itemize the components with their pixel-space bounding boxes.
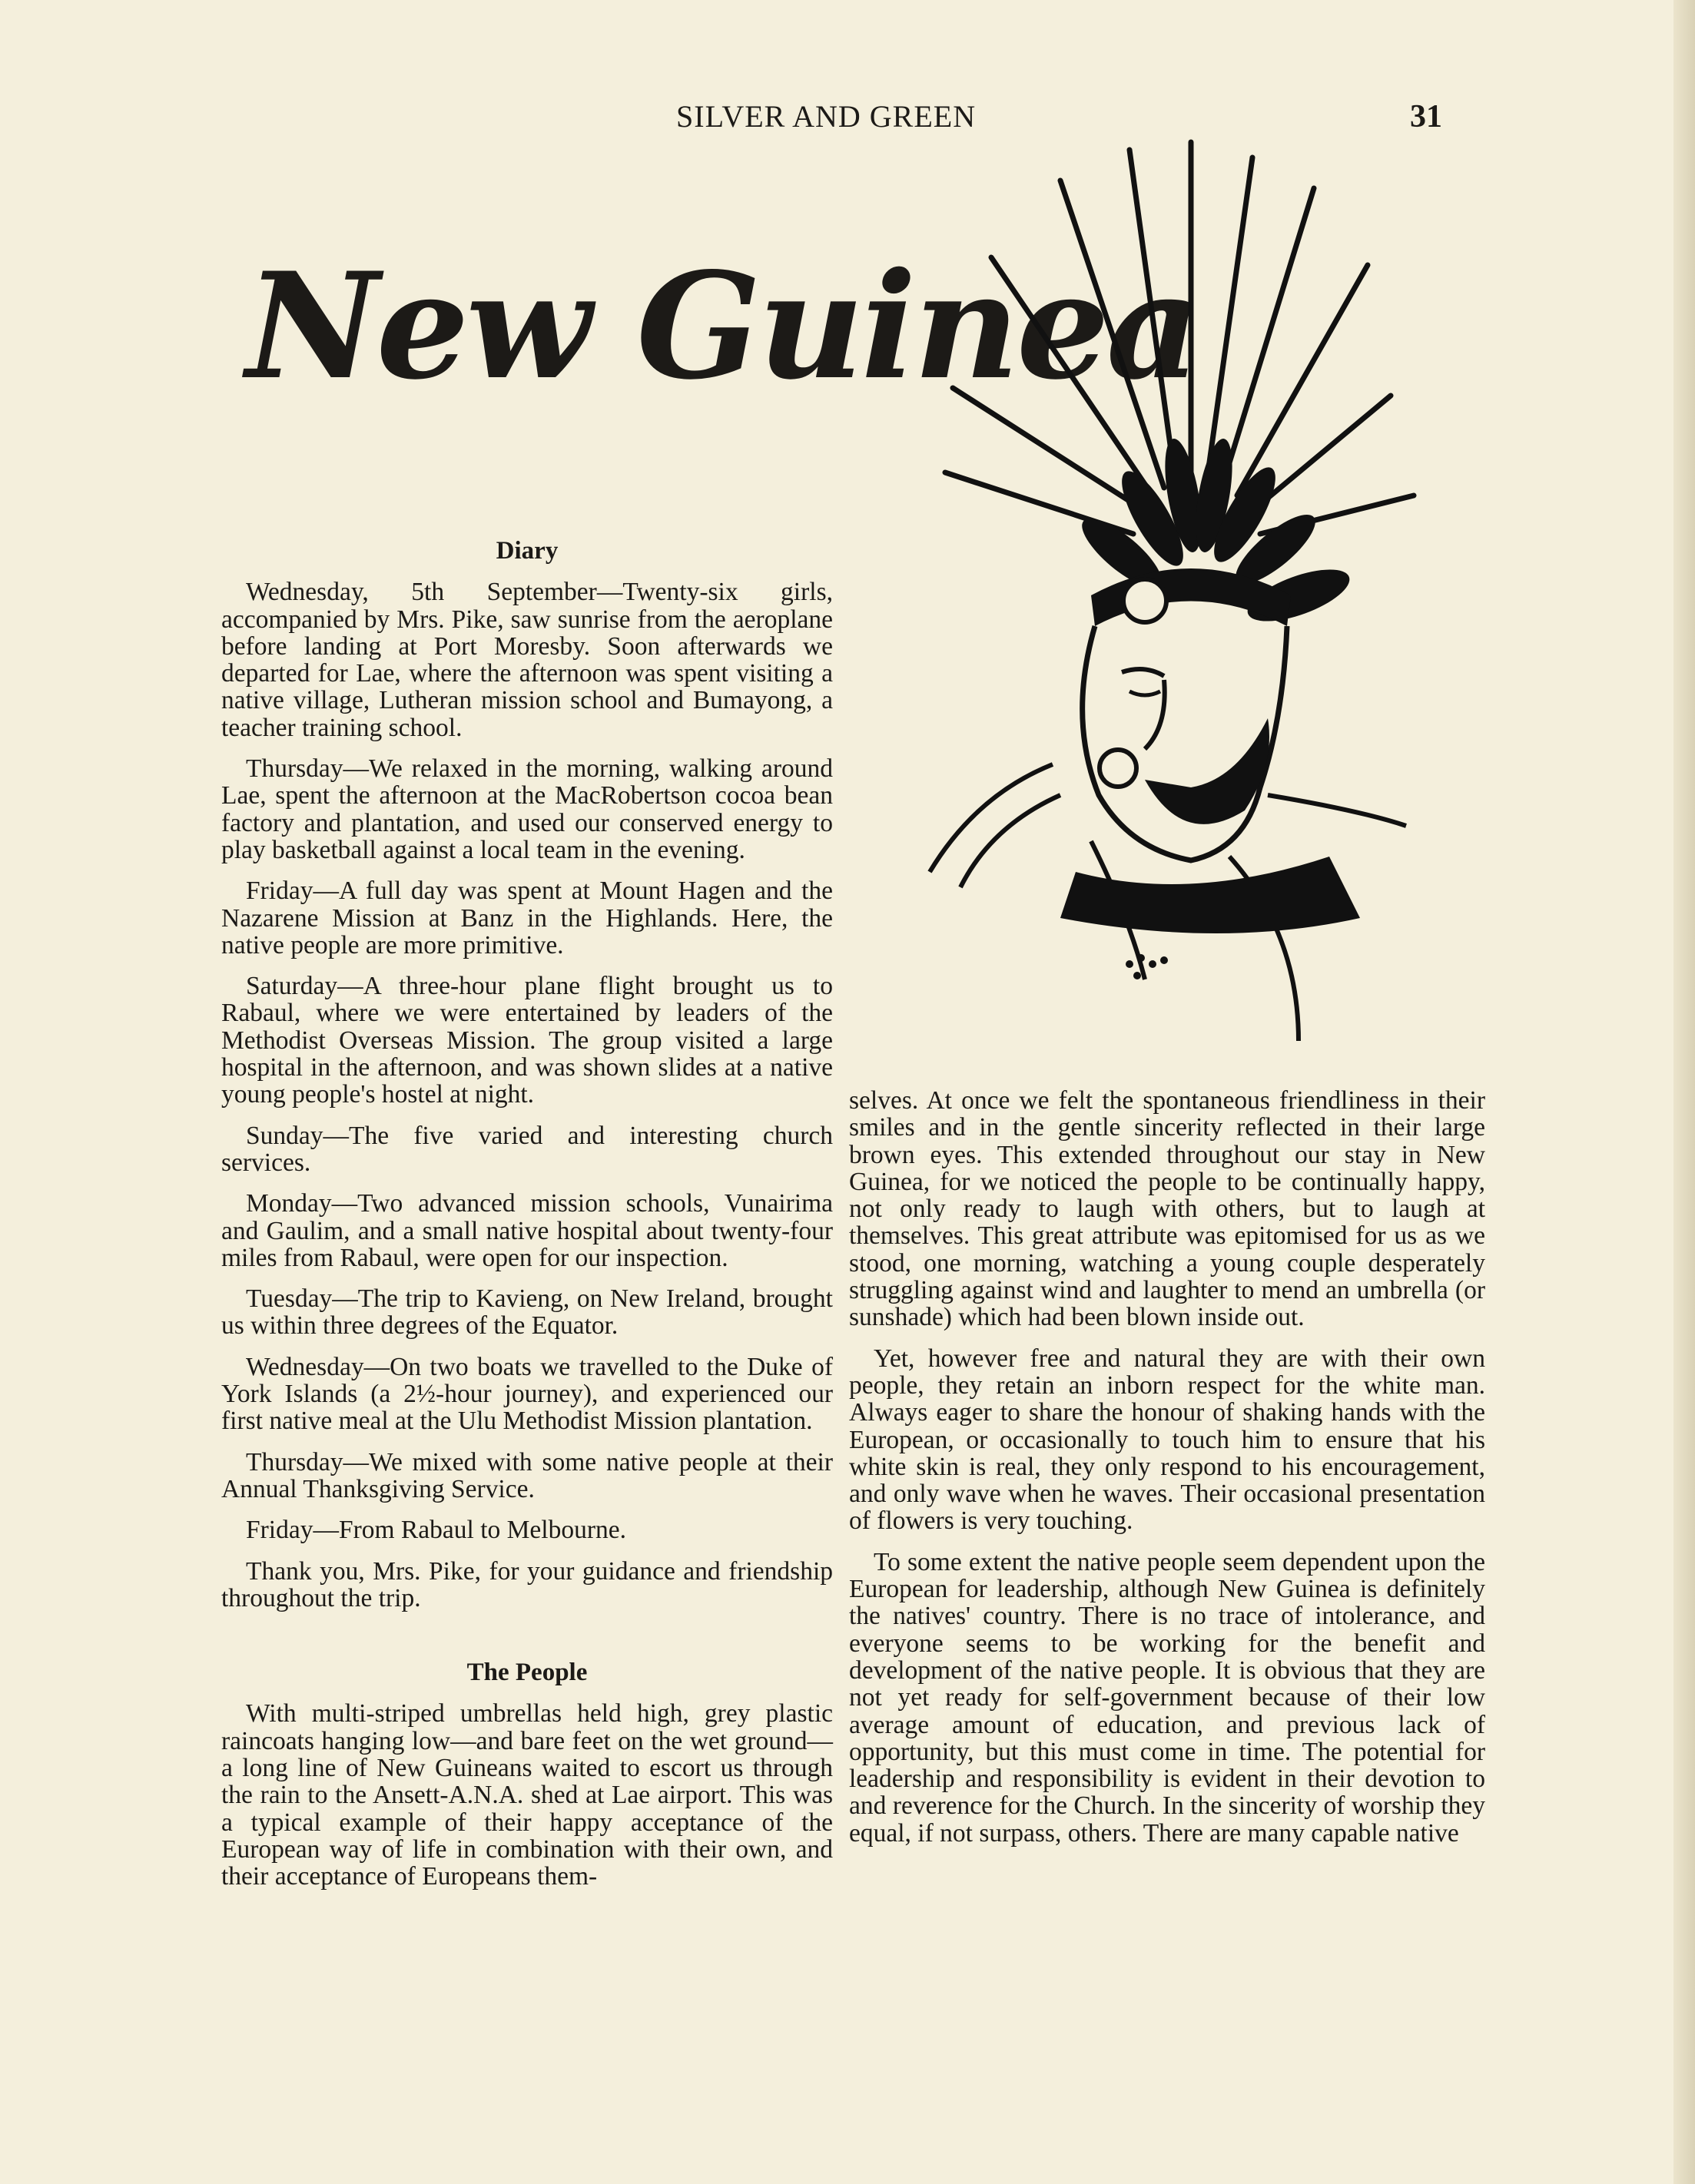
people-paragraph: With multi-striped umbrellas held high, grey plastic raincoats hanging low—and bare feet on the wet ground—a long line of New Guineans waited to escort us through the rain to the Ansett-A.N.A. shed at Lae airport. This was a typical example of their happy acceptance of the European way of life in combination with their own, and their acceptance of Europeans them- <box>221 1699 833 1891</box>
diary-entry: Thursday—We relaxed in the morning, walking around Lae, spent the afternoon at the MacRobertson cocoa bean factory and plantation, and used our conserved energy to play basketball against a local team in the evening. <box>221 754 833 864</box>
running-title: SILVER AND GREEN <box>676 99 977 134</box>
people-paragraph: To some extent the native people seem dependent upon the European for leadership, although New Guinea is definitely the natives' country. There is no trace of intolerance, and everyone seems to be working for the benefit and development of the native people. It is obvious that they are not yet ready for self-government because of their low average amount of education, and previous lack of opportunity, but this must come in time. The potential for leadership and responsibility is evident in their devotion to and reverence for the Church. In the sincerity of worship they equal, if not surpass, others. There are many capable native <box>849 1547 1485 1848</box>
diary-entry: Tuesday—The trip to Kavieng, on New Ireland, brought us within three degrees of the Equator. <box>221 1284 833 1341</box>
diary-entry: Sunday—The five varied and interesting church services. <box>221 1121 833 1177</box>
page-edge <box>1673 0 1695 2184</box>
diary-entry: Thank you, Mrs. Pike, for your guidance and friendship throughout the trip. <box>221 1556 833 1612</box>
people-heading: The People <box>466 1659 588 1687</box>
diary-entry: Wednesday—On two boats we travelled to the Duke of York Islands (a 2½-hour journey), and experienced our first native meal at the Ulu Methodist Mission plantation. <box>221 1352 833 1436</box>
left-column <box>221 538 833 1904</box>
diary-entry: Wednesday, 5th September—Twenty-six girls, accompanied by Mrs. Pike, saw sunrise from the aeroplane before landing at Port Moresby. Soon afterwards we departed for Lae, where the afternoon was spent visiting a native village, Lutheran mission school and Bumayong, a teacher training school. <box>221 578 833 742</box>
diary-entry: Monday—Two advanced mission schools, Vunairima and Gaulim, and a small native hospital about twenty-four miles from Rabaul, were open for our inspection. <box>221 1189 833 1272</box>
diary-entry: Friday—A full day was spent at Mount Hagen and the Nazarene Mission at Banz in the Highlands. Here, the native people are more primitive. <box>221 877 833 959</box>
people-paragraph: Yet, however free and natural they are with their own people, they retain an inborn respect for the white man. Always eager to share the honour of shaking hands with the European, or occasionally to touch him to ensure that his white skin is real, they only respond to his encouragement, and only wave when he waves. Their occasional presentation of flowers is very touching. <box>849 1344 1485 1536</box>
diary-entry: Friday—From Rabaul to Melbourne. <box>246 1516 626 1545</box>
diary-entry: Thursday—We mixed with some native people at their Annual Thanksgiving Service. <box>221 1447 833 1503</box>
page-number: 31 <box>1410 99 1442 134</box>
people-paragraph-continued: selves. At once we felt the spontaneous friendliness in their smiles and in the gentle sincerity reflected in their large brown eyes. This extended throughout our stay in New Guinea, for we noticed the people to be continually happy, not only ready to laugh with others, but to laugh at themselves. This great attribute was epitomised for us as we stood, one morning, watching a young couple desperately struggling against wind and laughter to mend an umbrella (or sunshade) which had been blown inside out. <box>849 1086 1485 1332</box>
headdress-portrait-icon <box>899 134 1437 1056</box>
right-column <box>849 1087 1485 1861</box>
diary-entry: Saturday—A three-hour plane flight brought us to Rabaul, where we were entertained by leaders of the Methodist Overseas Mission. The group visited a large hospital in the afternoon, and was shown slides at a native young people's hostel at night. <box>221 972 833 1109</box>
diary-heading: Diary <box>496 537 559 565</box>
article-title: New Guinea <box>246 240 1198 412</box>
